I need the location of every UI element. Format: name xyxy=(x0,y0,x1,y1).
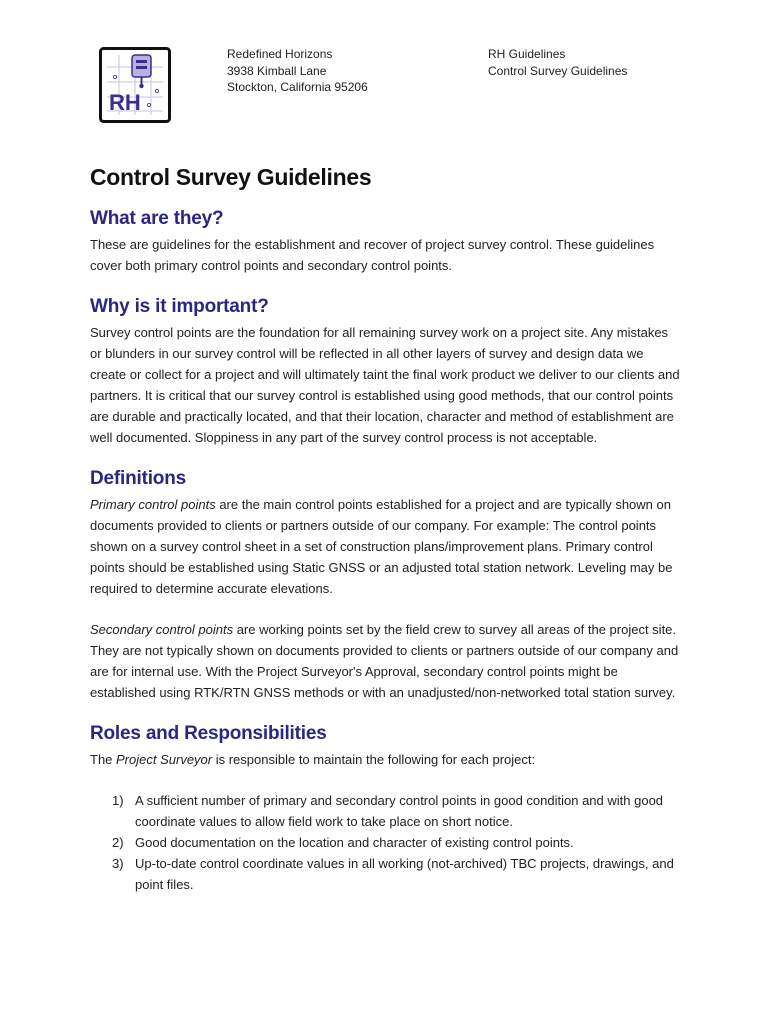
doc-title-header: Control Survey Guidelines xyxy=(488,63,628,78)
definition-secondary-text: are working points set by the field crew to survey all areas of the project site. They are not typically shown on documents provided to clients or partners outside of our company and are for internal use. With the Project Surveyor's Approval, secondary control points might be established using RTK/RTN GNSS methods or with an unadjusted/non-networked total station survey. xyxy=(90,622,679,700)
list-item xyxy=(90,790,680,832)
list-text: Up-to-date control coordinate values in all working (not-archived) TBC projects, drawings, and point files. xyxy=(135,856,674,892)
list-item xyxy=(90,832,680,853)
section-heading-roles: Roles and Responsibilities xyxy=(90,723,327,744)
section-definitions xyxy=(90,468,680,703)
doc-series: RH Guidelines xyxy=(488,47,566,61)
document-info xyxy=(488,46,627,79)
company-name: Redefined Horizons xyxy=(227,47,333,61)
list-number: 1) xyxy=(112,793,124,808)
list-text: A sufficient number of primary and secondary control points in good condition and with good coordinate values to allow field work to take place on short notice. xyxy=(135,793,664,829)
company-address xyxy=(227,46,368,96)
logo-text: RH xyxy=(109,90,141,115)
term-project-surveyor: Project Surveyor xyxy=(116,752,213,767)
list-number: 2) xyxy=(112,835,124,850)
definition-secondary xyxy=(90,619,680,703)
document-body xyxy=(90,164,680,915)
list-item xyxy=(90,853,680,895)
definition-primary xyxy=(90,494,680,599)
page-title: Control Survey Guidelines xyxy=(90,164,372,190)
list-number: 3) xyxy=(112,856,124,871)
section-roles xyxy=(90,723,680,895)
address-city: Stockton, California 95206 xyxy=(227,80,368,94)
responsibility-list xyxy=(90,790,680,895)
section-body-why: Survey control points are the foundation for all remaining survey work on a project site. Any mistakes or blunders in our survey control will be reflected in all other layers of survey and design data we create or collect for a project and will ultimately taint the final work product we deliver to our clients and partners. It is critical that our survey control is established using good methods, that our control points are durable and practically located, and that their location, character and method of establishment are well documented. Sloppiness in any part of the survey control process is not acceptable. xyxy=(90,325,680,445)
list-text: Good documentation on the location and character of existing control points. xyxy=(135,835,574,850)
definition-primary-text: are the main control points established for a project and are typically shown on documents provided to clients or partners outside of our company. For example: The control points shown on a survey control sheet in a set of construction plans/improvement plans. Primary control points should be established using Static GNSS or an adjusted total station network. Leveling may be required to determine accurate elevations. xyxy=(90,497,673,596)
term-secondary: Secondary control points xyxy=(90,622,234,637)
roles-intro: The Project Surveyor is responsible to maintain the following for each project: xyxy=(90,752,536,767)
section-what xyxy=(90,208,680,276)
company-logo xyxy=(99,47,171,123)
term-primary: Primary control points xyxy=(90,497,216,512)
section-body-what: These are guidelines for the establishment and recover of project survey control. These guidelines cover both primary control points and secondary control points. xyxy=(90,237,655,273)
section-heading-definitions: Definitions xyxy=(90,468,186,489)
section-heading-why: Why is it important? xyxy=(90,296,269,317)
section-why xyxy=(90,296,680,448)
address-street: 3938 Kimball Lane xyxy=(227,63,327,78)
section-heading-what: What are they? xyxy=(90,208,224,229)
